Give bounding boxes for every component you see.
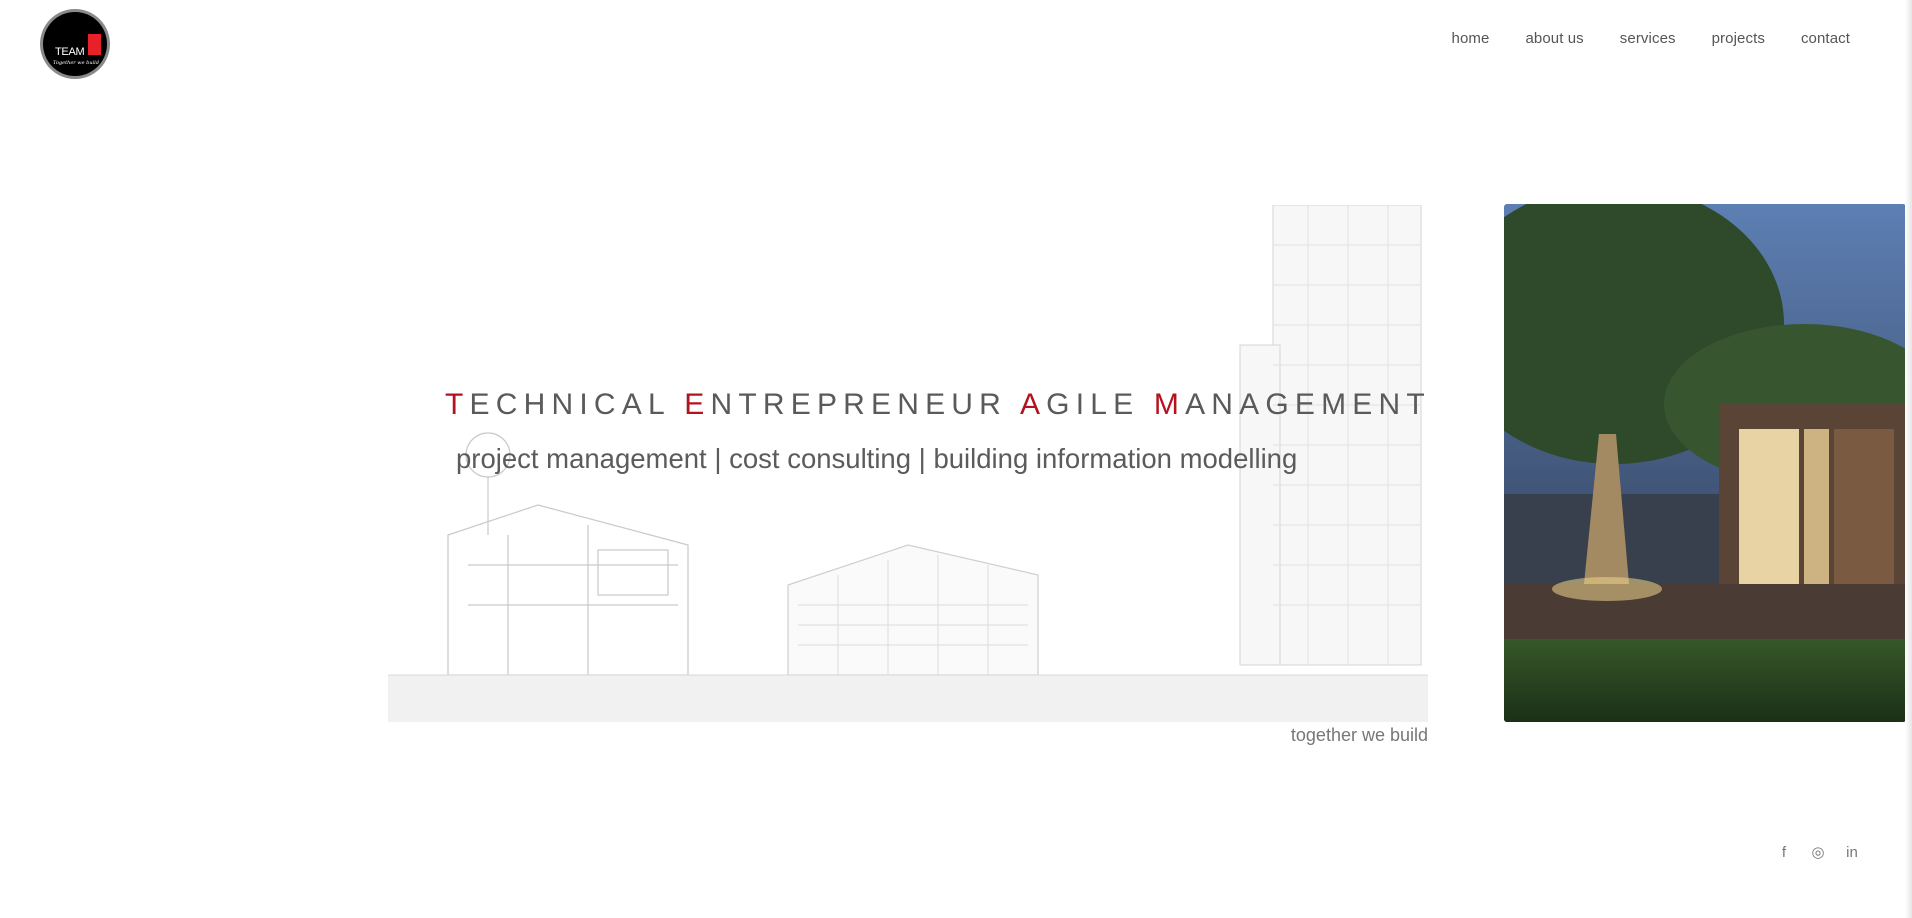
headline-initial-m: M (1153, 388, 1186, 421)
logo-tagline: Together we build (53, 60, 99, 66)
headline-word-agile: GILE (1046, 388, 1140, 421)
nav-about-us[interactable]: about us (1525, 30, 1584, 47)
hero-subline: project management | cost consulting | building information modelling (456, 443, 1298, 474)
instagram-icon[interactable]: ◎ (1811, 844, 1825, 861)
nav-contact[interactable]: contact (1800, 30, 1850, 47)
page-edge-shadow (1905, 0, 1912, 918)
headline-word-entrepreneur: NTREPRENEUR (710, 388, 1008, 421)
logo-red-block (88, 34, 101, 55)
logo-name: TEAM (55, 46, 85, 58)
headline-initial-t: T (445, 388, 470, 421)
headline-initial-a: A (1019, 388, 1047, 421)
logo[interactable] (40, 9, 110, 79)
facebook-icon[interactable]: f (1781, 843, 1787, 861)
nav-projects[interactable]: projects (1711, 30, 1765, 47)
headline-initial-e: E (684, 388, 711, 421)
headline-word-technical: ECHNICAL (469, 388, 670, 421)
hero-headline (445, 388, 1431, 422)
logo-badge (43, 12, 107, 76)
hero-tagline: together we build (1290, 725, 1428, 745)
nav-home[interactable]: home (1451, 30, 1490, 47)
headline-word-management: ANAGEMENT (1185, 388, 1431, 421)
social-links (1776, 843, 1860, 861)
nav-services[interactable]: services (1619, 30, 1676, 47)
main-nav (1452, 30, 1851, 47)
project-photo (1504, 204, 1906, 722)
linkedin-icon[interactable]: in (1846, 843, 1858, 861)
